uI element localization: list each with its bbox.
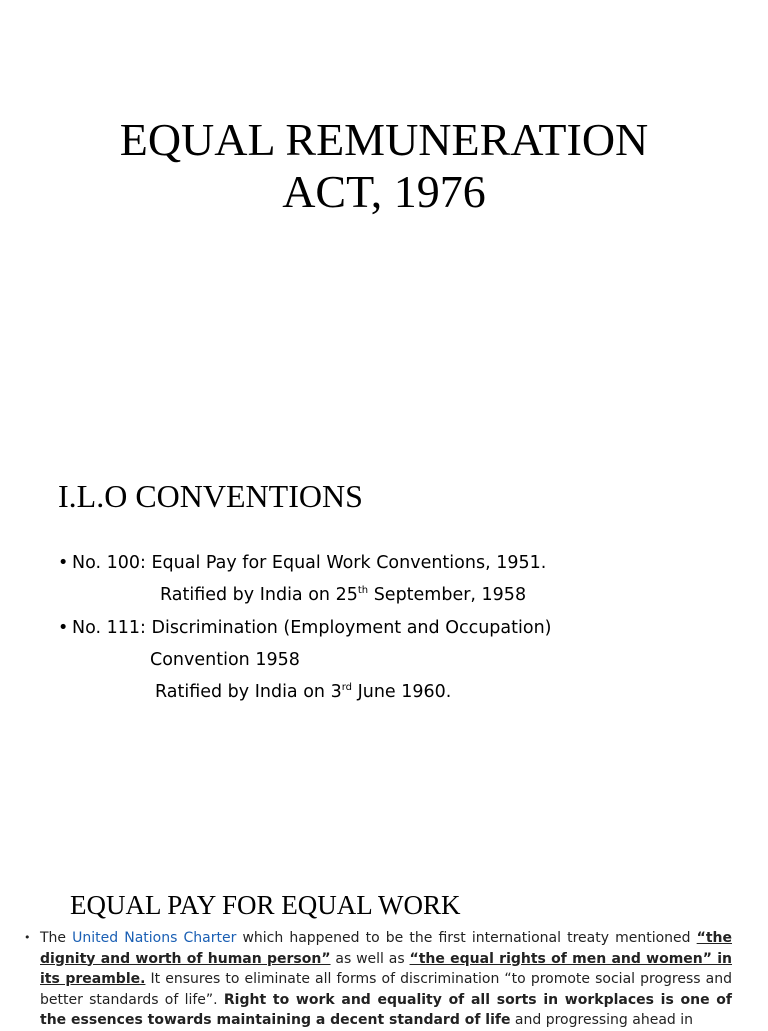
slide-title (0, 114, 768, 218)
ilo-bullet-111-continued: Convention 1958 (150, 650, 300, 670)
bullet-icon: • (58, 618, 69, 638)
ilo-heading: I.L.O CONVENTIONS (58, 478, 363, 514)
equal-pay-paragraph-text: The United Nations Charter which happened to be the first international treaty mentioned “the dignity and worth of human person” as well as “the equal rights of men and women” in its preamble. It ensures to eliminate all forms of discrimination “to promote social progress and better standards of life”. Right to work and equality of all sorts in workplaces is one of the essences towards maintaining a decent standard of life and progressing ahead in (40, 930, 733, 1028)
ilo-bullet-100 (58, 551, 546, 575)
slide-title-line-1: EQUAL REMUNERATION (119, 114, 649, 165)
bullet-icon: • (24, 931, 31, 944)
slide-title-line-2: ACT, 1976 (282, 166, 486, 217)
ilo-bullet-111-text: No. 111: Discrimination (Employment and Occupation) (72, 618, 552, 638)
ilo-bullet-100-text: No. 100: Equal Pay for Equal Work Conventions, 1951. (72, 553, 547, 573)
ilo-bullet-111 (58, 616, 552, 640)
equal-pay-heading: EQUAL PAY FOR EQUAL WORK (70, 890, 461, 920)
ilo-bullet-100-ratified: Ratified by India on 25th September, 1958 (160, 585, 527, 605)
ilo-bullet-111-ratified: Ratified by India on 3rd June 1960. (155, 682, 452, 702)
bullet-icon: • (58, 553, 69, 573)
equal-pay-paragraph (24, 928, 732, 1031)
united-nations-charter-link[interactable]: United Nations Charter (72, 930, 237, 946)
